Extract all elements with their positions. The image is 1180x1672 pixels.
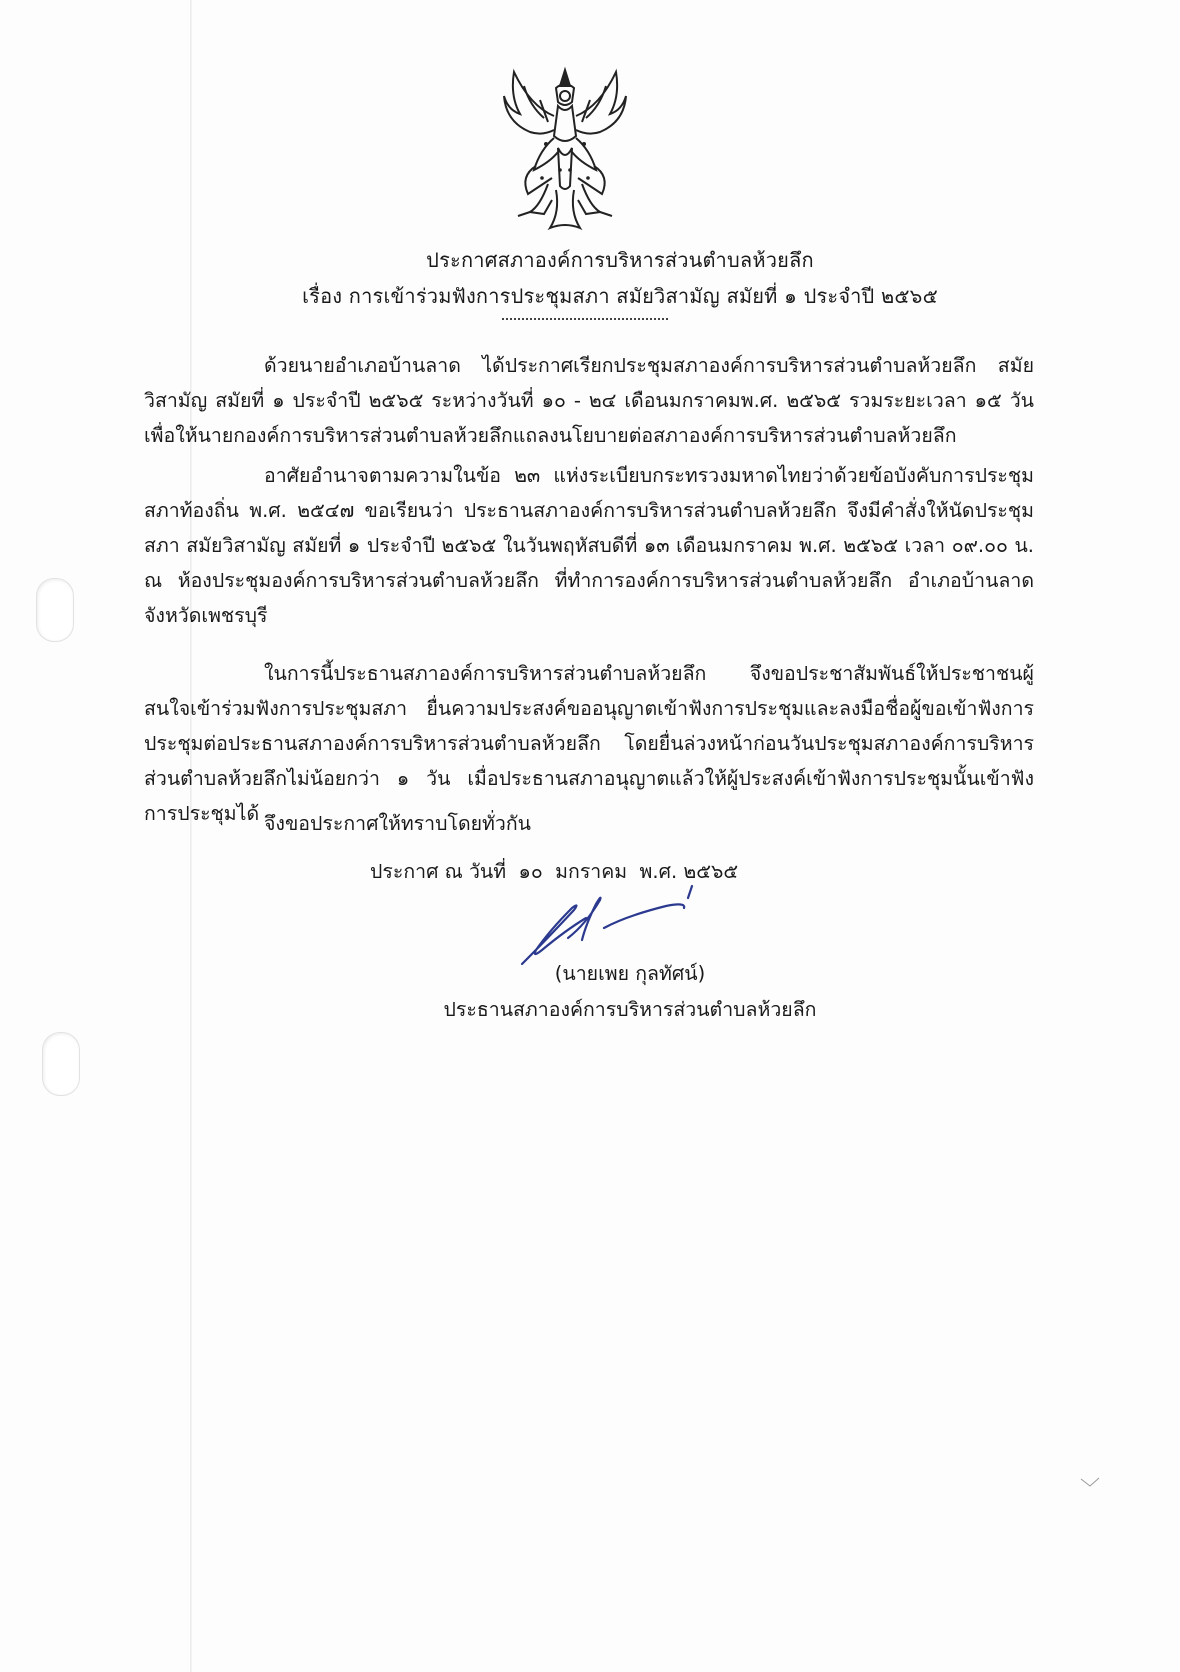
signer-name: (นายเพย กุลทัศน์) [554, 962, 706, 985]
body-paragraph-3 [144, 656, 1034, 831]
body-paragraph-1 [144, 348, 1034, 453]
signer-position: ประธานสภาองค์การบริหารส่วนตำบลห้วยลึก [443, 998, 817, 1021]
announcement-title: ประกาศสภาองค์การบริหารส่วนตำบลห้วยลึก [426, 248, 814, 272]
announcement-subject: เรื่อง การเข้าร่วมฟังการประชุมสภา สมัยวิสามัญ สมัยที่ ๑ ประจำปี ๒๕๖๕ [302, 284, 938, 308]
paragraph-3-text: ในการนี้ประธานสภาองค์การบริหารส่วนตำบลห้วยลึก จึงขอประชาสัมพันธ์ให้ประชาชนผู้สนใจเข้าร่วมฟังการประชุมสภา ยื่นความประสงค์ขออนุญาตเข้าฟังการประชุมและลงมือชื่อผู้ขอเข้าฟังการประชุมต่อประธานสภาองค์การบริหารส่วนตำบลห้วยลึก โดยยื่นล่วงหน้าก่อนวันประชุมสภาองค์การบริหารส่วนตำบลห้วยลึกไม่น้อยกว่า ๑ วัน เมื่อประธานสภาอนุญาตแล้วให้ผู้ประสงค์เข้าฟังการประชุมนั้นเข้าฟังการประชุมได้ [144, 662, 1034, 825]
paragraph-1-text: ด้วยนายอำเภอบ้านลาด ได้ประกาศเรียกประชุมสภาองค์การบริหารส่วนตำบลห้วยลึก สมัยวิสามัญ สมัยที่ ๑ ประจำปี ๒๕๖๕ ระหว่างวันที่ ๑๐ - ๒๔ เดือนมกราคมพ.ศ. ๒๕๖๕ รวมระยะเวลา ๑๕ วัน เพื่อให้นายกองค์การบริหารส่วนตำบลห้วยลึกแถลงนโยบายต่อสภาองค์การบริหารส่วนตำบลห้วยลึก [144, 354, 1034, 447]
punch-hole-upper [36, 578, 74, 642]
announcement-date: ประกาศ ณ วันที่ ๑๐ มกราคม พ.ศ. ๒๕๖๕ [370, 860, 739, 883]
punch-hole-lower [42, 1032, 80, 1096]
body-paragraph-2 [144, 458, 1034, 633]
paragraph-2-text: อาศัยอำนาจตามความในข้อ ๒๓ แห่งระเบียบกระทรวงมหาดไทยว่าด้วยข้อบังคับการประชุมสภาท้องถิ่น พ.ศ. ๒๕๔๗ ขอเรียนว่า ประธานสภาองค์การบริหารส่วนตำบลห้วยลึก จึงมีคำสั่งให้นัดประชุมสภา สมัยวิสามัญ สมัยที่ ๑ ประจำปี ๒๕๖๕ ในวันพฤหัสบดีที่ ๑๓ เดือนมกราคม พ.ศ. ๒๕๖๕ เวลา ๐๙.๐๐ น. ณ ห้องประชุมองค์การบริหารส่วนตำบลห้วยลึก ที่ทำการองค์การบริหารส่วนตำบลห้วยลึก อำเภอบ้านลาด จังหวัดเพชรบุรี [144, 464, 1034, 627]
garuda-emblem-icon [500, 66, 630, 236]
pencil-tick-mark [1080, 1476, 1100, 1488]
handwritten-signature [516, 880, 746, 968]
dotted-separator [502, 318, 668, 320]
closing-line: จึงขอประกาศให้ทราบโดยทั่วกัน [264, 812, 531, 835]
